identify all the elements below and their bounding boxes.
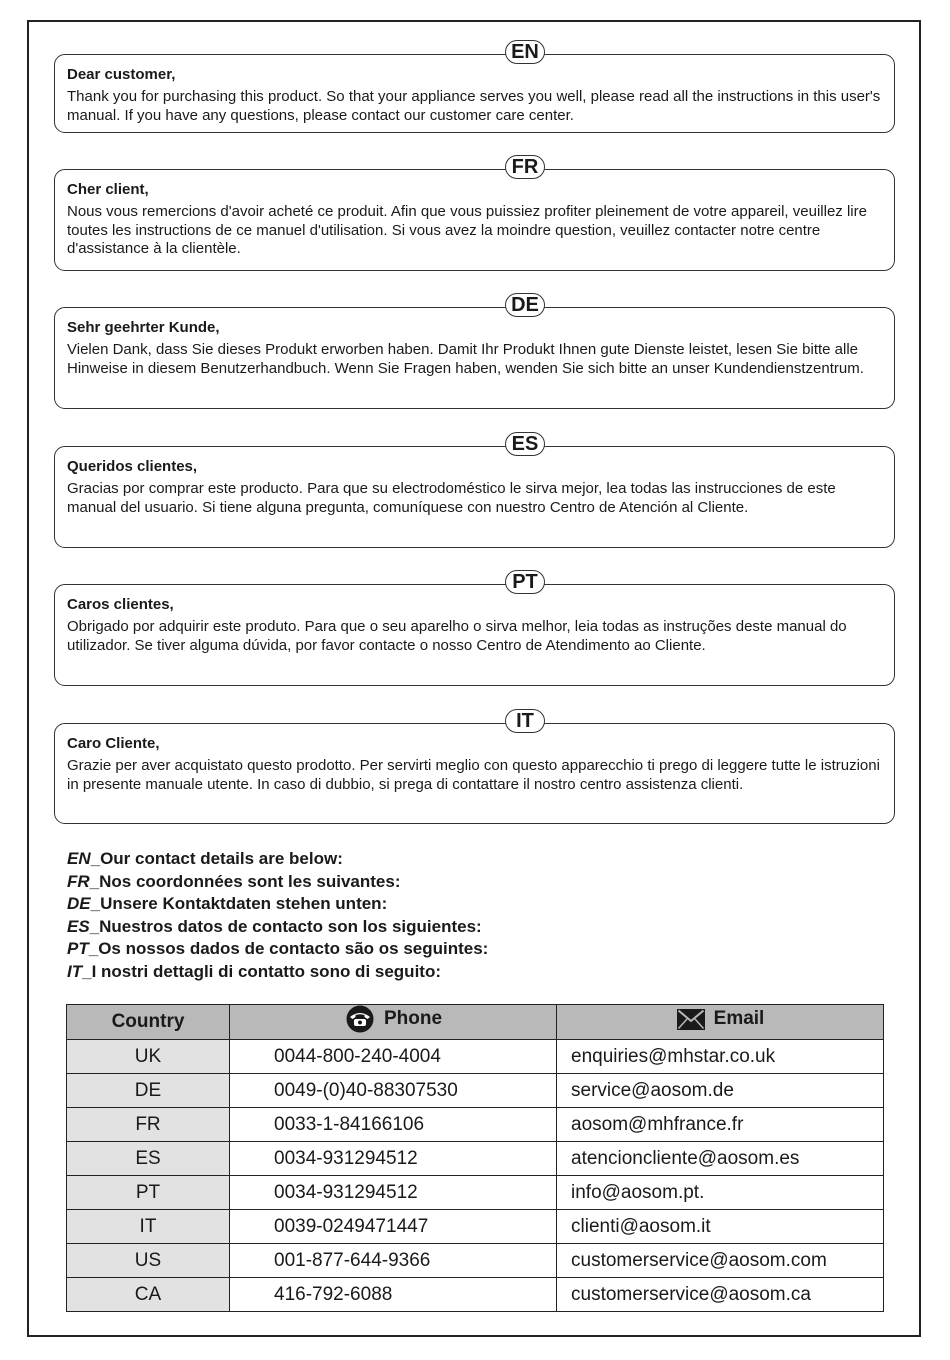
- email-cell: clienti@aosom.it: [557, 1210, 884, 1244]
- intro-text: Vielen Dank, dass Sie dieses Produkt erworben haben. Damit Ihr Produkt Ihnen gute Dienste leistet, lesen Sie bitte alle Hinweise in diesem Benutzerhandbuch. Wenn Sie Fragen haben, wenden Sie sich bitte an unser Kundendienstzentrum.: [67, 341, 864, 377]
- greeting: Caros clientes,: [67, 596, 174, 613]
- contact-line-de: DE_Unsere Kontaktdaten stehen unten:: [67, 894, 388, 913]
- email-cell: customerservice@aosom.ca: [557, 1278, 884, 1312]
- contact-line-es: ES_Nuestros datos de contacto son los siguientes:: [67, 916, 482, 936]
- email-cell: aosom@mhfrance.fr: [557, 1108, 884, 1142]
- section-en: [54, 41, 895, 133]
- country-cell: PT: [67, 1176, 230, 1210]
- section-es: [54, 433, 895, 548]
- intro-text: Nous vous remercions d'avoir acheté ce produit. Afin que vous puissiez profiter pleinement de votre appareil, veuillez lire toutes les instructions de ce manuel d'utilisation. Si vous avez la moindre question, veuillez contacter notre centre d'assistance à la clientèle.: [67, 203, 867, 257]
- telephone-icon: [344, 1005, 376, 1033]
- country-cell: FR: [67, 1108, 230, 1142]
- country-cell: DE: [67, 1074, 230, 1108]
- country-cell: UK: [67, 1040, 230, 1074]
- email-header: Email: [557, 1005, 884, 1040]
- table-row: [67, 1176, 884, 1210]
- table-row: [67, 1108, 884, 1142]
- contact-intro: [67, 848, 488, 983]
- greeting: Sehr geehrter Kunde,: [67, 319, 220, 336]
- email-cell: info@aosom.pt.: [557, 1176, 884, 1210]
- language-tag: IT: [505, 709, 545, 733]
- contact-line-en: EN_Our contact details are below:: [67, 849, 343, 868]
- country-cell: IT: [67, 1210, 230, 1244]
- country-header: Country: [67, 1005, 230, 1040]
- country-cell: CA: [67, 1278, 230, 1312]
- language-tag: DE: [505, 293, 545, 317]
- email-cell: customerservice@aosom.com: [557, 1244, 884, 1278]
- country-cell: US: [67, 1244, 230, 1278]
- language-tag: PT: [505, 570, 545, 594]
- email-cell: atencioncliente@aosom.es: [557, 1142, 884, 1176]
- phone-cell: 001-877-644-9366: [230, 1244, 557, 1278]
- language-tag: EN: [505, 40, 545, 64]
- phone-header: Phone: [230, 1005, 557, 1040]
- table-row: [67, 1142, 884, 1176]
- phone-cell: 0049-(0)40-88307530: [230, 1074, 557, 1108]
- section-de: [54, 294, 895, 409]
- phone-cell: 0033-1-84166106: [230, 1108, 557, 1142]
- table-row: [67, 1278, 884, 1312]
- phone-cell: 0034-931294512: [230, 1142, 557, 1176]
- table-header-row: [67, 1005, 884, 1040]
- section-it: [54, 710, 895, 824]
- phone-cell: 0034-931294512: [230, 1176, 557, 1210]
- phone-cell: 0039-0249471447: [230, 1210, 557, 1244]
- language-tag: FR: [505, 155, 545, 179]
- contact-line-pt: PT_Os nossos dados de contacto são os seguintes:: [67, 939, 489, 958]
- intro-text: Grazie per aver acquistato questo prodotto. Per servirti meglio con questo apparecchio ti prego di leggere tutte le istruzioni in presente manuale utente. In caso di dubbio, si prega di contattare il nostro centro assistenza clienti.: [67, 757, 880, 793]
- section-pt: [54, 571, 895, 686]
- email-cell: enquiries@mhstar.co.uk: [557, 1040, 884, 1074]
- table-row: [67, 1244, 884, 1278]
- contact-line-it: IT_I nostri dettagli di contatto sono di seguito:: [67, 961, 441, 981]
- greeting: Caro Cliente,: [67, 735, 160, 752]
- phone-cell: 0044-800-240-4004: [230, 1040, 557, 1074]
- greeting: Queridos clientes,: [67, 458, 198, 475]
- intro-text: Thank you for purchasing this product. So that your appliance serves you well, please read all the instructions in this user's manual. If you have any questions, please contact our customer care center.: [67, 88, 881, 124]
- email-cell: service@aosom.de: [557, 1074, 884, 1108]
- envelope-icon: [676, 1006, 706, 1032]
- table-row: [67, 1040, 884, 1074]
- contact-line-fr: FR_Nos coordonnées sont les suivantes:: [67, 871, 401, 891]
- table-row: [67, 1210, 884, 1244]
- phone-cell: 416-792-6088: [230, 1278, 557, 1312]
- greeting: Cher client,: [67, 181, 149, 198]
- country-cell: ES: [67, 1142, 230, 1176]
- contact-table: [66, 1004, 884, 1312]
- intro-text: Gracias por comprar este producto. Para que su electrodoméstico le sirva mejor, lea todas las instrucciones de este manual del usuario. Si tiene alguna pregunta, comuníquese con nuestro Centro de Atención al Cliente.: [67, 480, 836, 516]
- intro-text: Obrigado por adquirir este produto. Para que o seu aparelho o sirva melhor, leia todas as instruções deste manual do utilizador. Se tiver alguma dúvida, por favor contacte o nosso Centro de Atendimento ao Cliente.: [67, 618, 847, 654]
- table-row: [67, 1074, 884, 1108]
- greeting: Dear customer,: [67, 66, 176, 83]
- language-tag: ES: [505, 432, 545, 456]
- section-fr: [54, 156, 895, 271]
